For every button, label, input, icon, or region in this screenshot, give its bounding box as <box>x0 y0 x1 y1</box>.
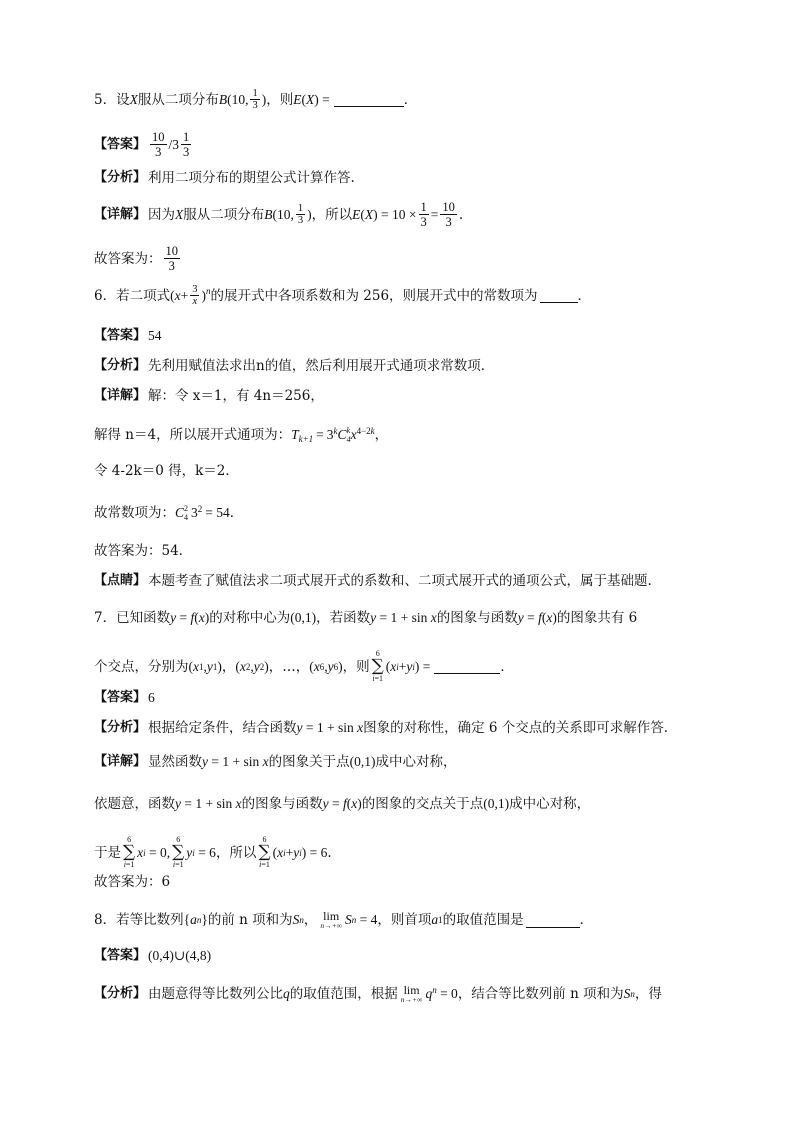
q6-analysis: 【分析】 先利用赋值法求出n的值，然后利用展开式通项求常数项． <box>94 358 495 374</box>
q8-stem: 8．若等比数列 { a n } 的前 n 项和为 S n ， lim n→+∞ S n = 4 ，则首项 a 1 的取值范围是 ． <box>94 909 594 931</box>
q6-detail-1: 【详解】 解：令 x＝1，有 4n＝256， <box>94 388 324 404</box>
q5-detail: 【详解】 因为 X 服从二项分布 B (10, $\frac{1}{3}$ ) ，所以 E ( X ) = 10 × $\frac{1}{3}$ = $\frac{10}{3}$ . <box>94 200 464 229</box>
q6-detail-5: 故答案为：54． <box>94 543 193 559</box>
q7-detail-1: 【详解】 显然函数 y = 1 + sin x 的图象关于点 (0,1) 成中心对称， <box>94 754 457 770</box>
q5-analysis: 【分析】 利用二项分布的期望公式计算作答. <box>94 170 355 186</box>
q7-final: 故答案为：6 <box>94 874 171 890</box>
q6-answer: 【答案】 54 <box>94 328 162 343</box>
q6-detail-2: 解得 n＝4，所以展开式通项为： T $_{k+1}$ = 3 $^k$ C k 4 x $^{4-2k}$ ， <box>94 426 389 444</box>
q5-answer: 【答案】 $\frac{10}{3}$ / 3 $\frac{1}{3}$ <box>94 130 190 159</box>
q5-final: 故答案为： $\frac{10}{3}$ <box>94 244 178 273</box>
q5-answer-blank <box>334 92 404 107</box>
q8-analysis: 【分析】 由题意得等比数列公比 q 的取值范围，根据 lim n→+∞ q $^n$ = 0 ，结合等比数列前 n 项和为 S n ，得 <box>94 983 662 1005</box>
q7-answer: 【答案】 6 <box>94 690 155 705</box>
q6-stem: 6．若二项式 ( x + $\frac{3}{x}$ ) $^n$ 的展开式中各项系数和为 256，则展开式中的常数项为 ． <box>94 284 592 307</box>
q6-detail-4: 故常数项为： C 2 4 3 $^2$ = 54 ． <box>94 504 244 522</box>
q8-answer: 【答案】 (0,4)∪(4,8) <box>94 948 212 963</box>
q7-answer-blank <box>434 659 500 674</box>
q6-detail-3: 令 4-2k＝0 得，k＝2． <box>94 463 239 479</box>
q6-comment: 【点睛】 本题考查了赋值法求二项式展开式的系数和、二项式展开式的通项公式，属于基础题. <box>94 573 652 589</box>
q7-analysis: 【分析】 根据给定条件，结合函数 y = 1 + sin x 图象的对称性，确定 6 个交点的关系即可求解作答. <box>94 720 669 736</box>
q7-stem-2: 个交点，分别为 ( x 1 , y 1 ) ， ( x 2 , y 2 ) ，…， ( x 6 , y 6 ) ，则 6 ∑ i=1 ( x i + y i ) = ． <box>94 649 514 683</box>
q8-answer-blank <box>526 913 580 928</box>
q7-detail-2: 依题意，函数 y = 1 + sin x 的图象与函数 y = f ( x ) 的图象的交点关于点 (0,1) 成中心对称， <box>94 796 591 812</box>
q5-stem: 5．设 X 服从二项分布 B (10, $\frac{1}{3}$ ) ，则 E ( X ) = ． <box>94 88 418 111</box>
q6-answer-blank <box>540 288 578 303</box>
q7-detail-3: 于是 6 ∑ i=1 x i = 0, 6 ∑ i=1 y i = 6 ，所以 6 ∑ i=1 ( x i + y i ) = 6 . <box>94 835 332 869</box>
q7-stem-1: 7．已知函数 y = f ( x ) 的对称中心为 (0,1) ，若函数 y = 1 + sin x 的图象与函数 y = f ( x ) 的图象共有 6 <box>94 610 638 626</box>
